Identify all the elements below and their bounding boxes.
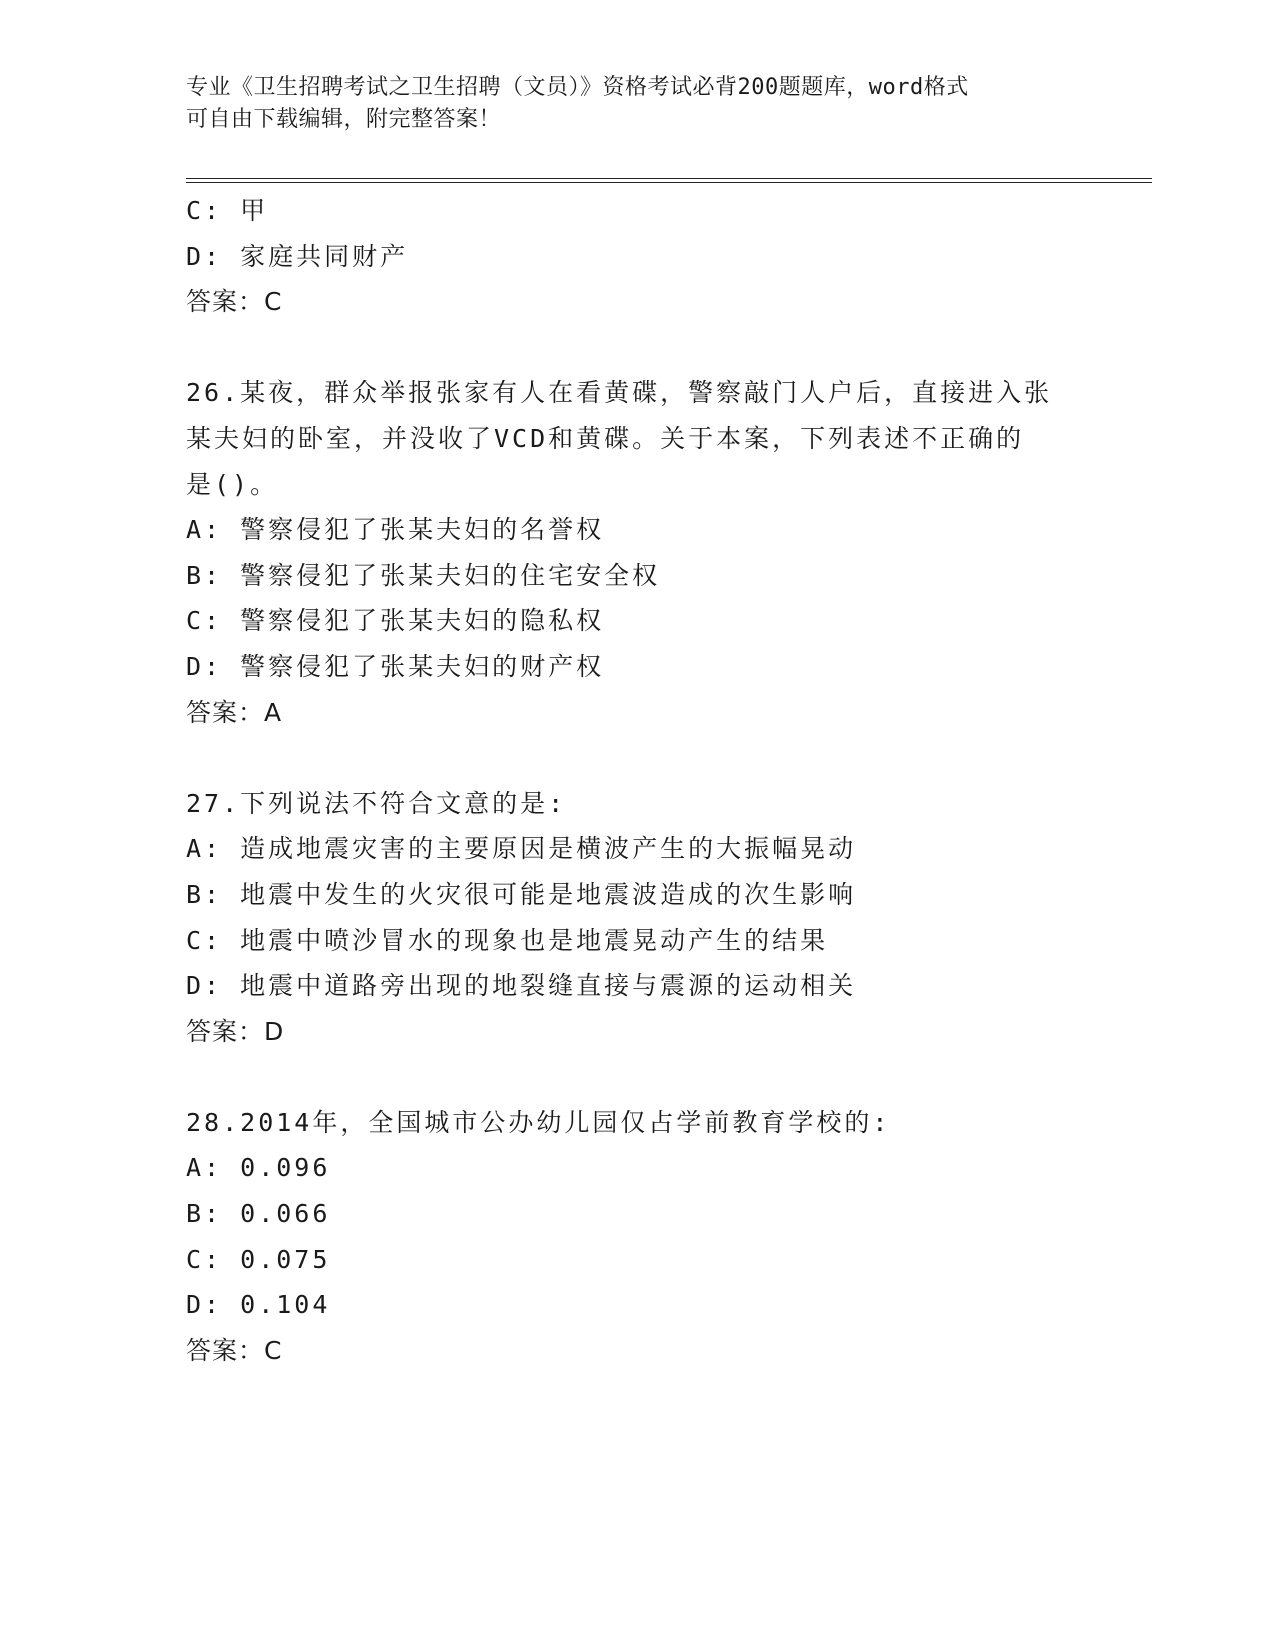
- page-header: [186, 72, 1066, 136]
- header-divider-bottom: [186, 182, 1152, 183]
- q26-stem-line-3: 是()。: [186, 469, 279, 499]
- q27-stem-line-1: 27.下列说法不符合文意的是:: [186, 788, 567, 818]
- q28-option-b: B: 0.066: [186, 1199, 331, 1229]
- q26-option-c: C: 警察侵犯了张某夫妇的隐私权: [186, 606, 605, 636]
- header-title-line-2: 可自由下载编辑，附完整答案！: [186, 107, 502, 132]
- q25-option-c: C: 甲: [186, 196, 269, 225]
- q26-option-d: D: 警察侵犯了张某夫妇的财产权: [186, 651, 605, 681]
- q26-option-b: B: 警察侵犯了张某夫妇的住宅安全权: [186, 560, 661, 590]
- q26-answer: 答案：A: [186, 697, 283, 727]
- q27-option-b: B: 地震中发生的火灾很可能是地震波造成的次生影响: [186, 879, 857, 909]
- question-26: [186, 370, 1086, 735]
- question-spacer: [186, 325, 1086, 371]
- q25-option-d: D: 家庭共同财产: [186, 241, 409, 271]
- question-27: [186, 781, 1086, 1055]
- q26-stem-line-2: 某夫妇的卧室，并没收了VCD和黄碟。关于本案，下列表述不正确的: [186, 423, 1025, 453]
- q28-answer: 答案：C: [186, 1335, 283, 1365]
- header-divider-top: [186, 178, 1152, 179]
- question-28: [186, 1100, 1086, 1374]
- question-spacer: [186, 735, 1086, 781]
- q27-option-a: A: 造成地震灾害的主要原因是横波产生的大振幅晃动: [186, 834, 857, 864]
- header-title-line-1: 专业《卫生招聘考试之卫生招聘（文员）》资格考试必背200题题库，word格式: [186, 75, 969, 100]
- q27-answer: 答案：D: [186, 1016, 285, 1046]
- q27-option-c: C: 地震中喷沙冒水的现象也是地震晃动产生的结果: [186, 925, 829, 955]
- question-spacer: [186, 1054, 1086, 1100]
- q25-answer: 答案：C: [186, 287, 283, 317]
- q28-option-d: D: 0.104: [186, 1290, 331, 1320]
- q26-option-a: A: 警察侵犯了张某夫妇的名誉权: [186, 515, 605, 545]
- q27-option-d: D: 地震中道路旁出现的地裂缝直接与震源的运动相关: [186, 971, 857, 1001]
- q26-stem-line-1: 26.某夜，群众举报张家有人在看黄碟，警察敲门人户后，直接进入张: [186, 378, 1053, 408]
- q28-option-a: A: 0.096: [186, 1153, 331, 1183]
- q28-option-c: C: 0.075: [186, 1244, 331, 1274]
- q28-stem-line-1: 28.2014年，全国城市公办幼儿园仅占学前教育学校的:: [186, 1107, 891, 1137]
- question-25-tail: [186, 188, 1086, 325]
- question-list: [186, 188, 1086, 1373]
